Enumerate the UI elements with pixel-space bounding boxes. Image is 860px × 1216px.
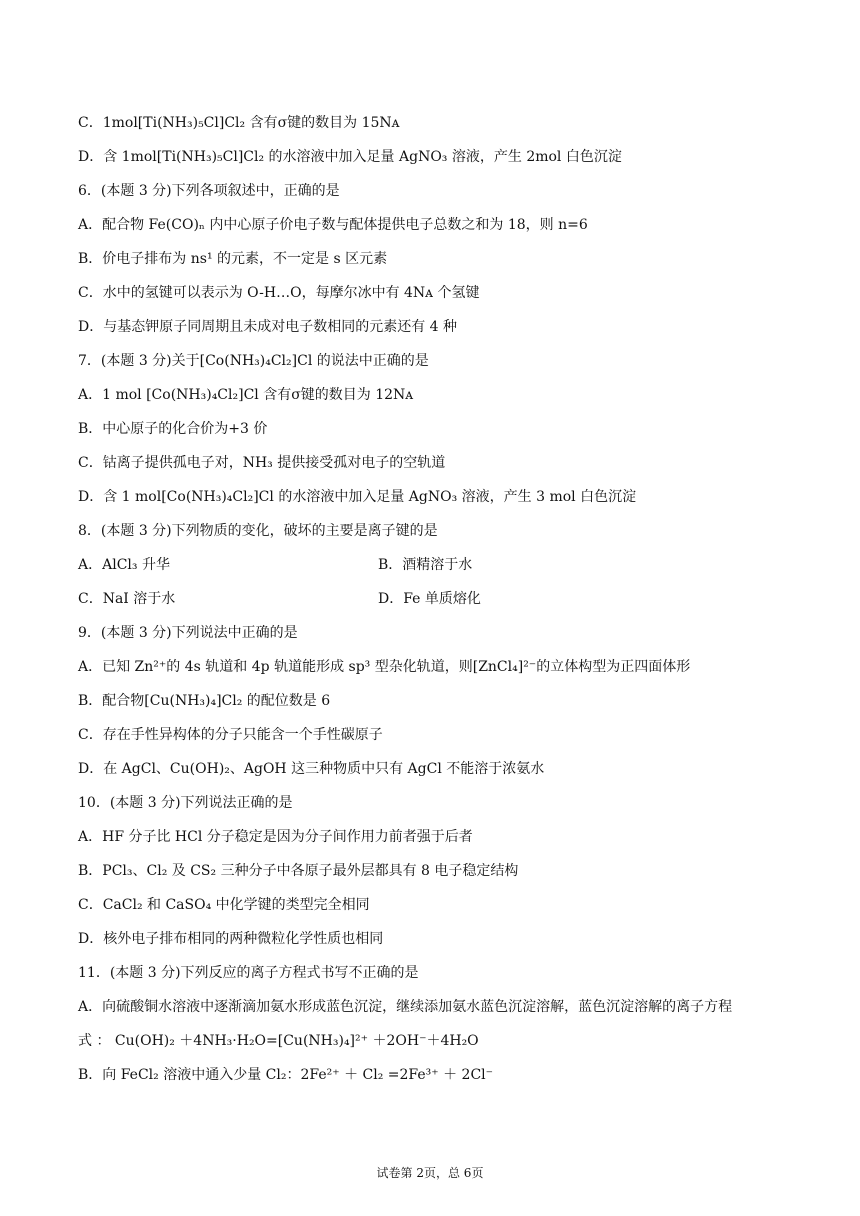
question-11-stem: 11．(本题 3 分)下列反应的离子方程式书写不正确的是: [78, 965, 419, 981]
option-10c: C．CaCl₂ 和 CaSO₄ 中化学键的类型完全相同: [78, 897, 370, 913]
option-9c: C．存在手性异构体的分子只能含一个手性碳原子: [78, 727, 383, 743]
option-7d: D．含 1 mol[Co(NH₃)₄Cl₂]Cl 的水溶液中加入足量 AgNO₃ 溶液，产生 3 mol 白色沉淀: [78, 489, 637, 505]
option-6c: C．水中的氢键可以表示为 O-H…O，每摩尔冰中有 4Nᴀ 个氢键: [78, 285, 480, 301]
option-7b: B．中心原子的化合价为+3 价: [78, 421, 268, 437]
option-9a: A．已知 Zn²⁺的 4s 轨道和 4p 轨道能形成 sp³ 型杂化轨道，则[ZnCl₄]²⁻的立体构型为正四面体形: [78, 659, 691, 675]
option-7a: A．1 mol [Co(NH₃)₄Cl₂]Cl 含有σ键的数目为 12Nᴀ: [78, 387, 414, 403]
option-8c: C．NaI 溶于水: [78, 591, 176, 607]
question-8-stem: 8．(本题 3 分)下列物质的变化，破坏的主要是离子键的是: [78, 523, 438, 539]
option-11b: B．向 FeCl₂ 溶液中通入少量 Cl₂：2Fe²⁺ ＋ Cl₂ =2Fe³⁺ ＋ 2Cl⁻: [78, 1067, 494, 1083]
option-5c: C．1mol[Ti(NH₃)₅Cl]Cl₂ 含有σ键的数目为 15Nᴀ: [78, 115, 400, 131]
option-5d: D．含 1mol[Ti(NH₃)₅Cl]Cl₂ 的水溶液中加入足量 AgNO₃ 溶液，产生 2mol 白色沉淀: [78, 149, 622, 165]
option-11a-line2: 式 ： Cu(OH)₂ ＋4NH₃·H₂O=[Cu(NH₃)₄]²⁺ ＋2OH⁻＋4H₂O: [78, 1033, 479, 1049]
option-6a: A．配合物 Fe(CO)ₙ 内中心原子价电子数与配体提供电子总数之和为 18，则 n=6: [78, 217, 588, 233]
option-6b: B．价电子排布为 ns¹ 的元素，不一定是 s 区元素: [78, 251, 388, 267]
option-10a: A．HF 分子比 HCl 分子稳定是因为分子间作用力前者强于后者: [78, 829, 473, 845]
option-10b: B．PCl₃、Cl₂ 及 CS₂ 三种分子中各原子最外层都具有 8 电子稳定结构: [78, 863, 519, 879]
question-10-stem: 10．(本题 3 分)下列说法正确的是: [78, 795, 293, 811]
option-9d: D．在 AgCl、Cu(OH)₂、AgOH 这三种物质中只有 AgCl 不能溶于浓氨水: [78, 761, 545, 777]
question-7-stem: 7．(本题 3 分)关于[Co(NH₃)₄Cl₂]Cl 的说法中正确的是: [78, 353, 429, 369]
option-6d: D．与基态钾原子同周期且未成对电子数相同的元素还有 4 种: [78, 319, 458, 335]
option-7c: C．钴离子提供孤电子对，NH₃ 提供接受孤对电子的空轨道: [78, 455, 446, 471]
option-8a: A．AlCl₃ 升华: [78, 557, 170, 573]
question-6-stem: 6．(本题 3 分)下列各项叙述中，正确的是: [78, 183, 340, 199]
option-9b: B．配合物[Cu(NH₃)₄]Cl₂ 的配位数是 6: [78, 693, 331, 709]
option-10d: D．核外电子排布相同的两种微粒化学性质也相同: [78, 931, 384, 947]
page-footer: 试卷第 2页，总 6页: [376, 1166, 484, 1180]
option-11a-line1: A．向硫酸铜水溶液中逐渐滴加氨水形成蓝色沉淀，继续添加氨水蓝色沉淀溶解，蓝色沉淀溶解的离子方程: [78, 999, 733, 1015]
question-9-stem: 9．(本题 3 分)下列说法中正确的是: [78, 625, 298, 641]
options-8cd: [78, 590, 798, 608]
options-8ab: [78, 556, 798, 574]
option-8d: D．Fe 单质熔化: [378, 591, 481, 607]
option-8b: B．酒精溶于水: [378, 557, 473, 573]
